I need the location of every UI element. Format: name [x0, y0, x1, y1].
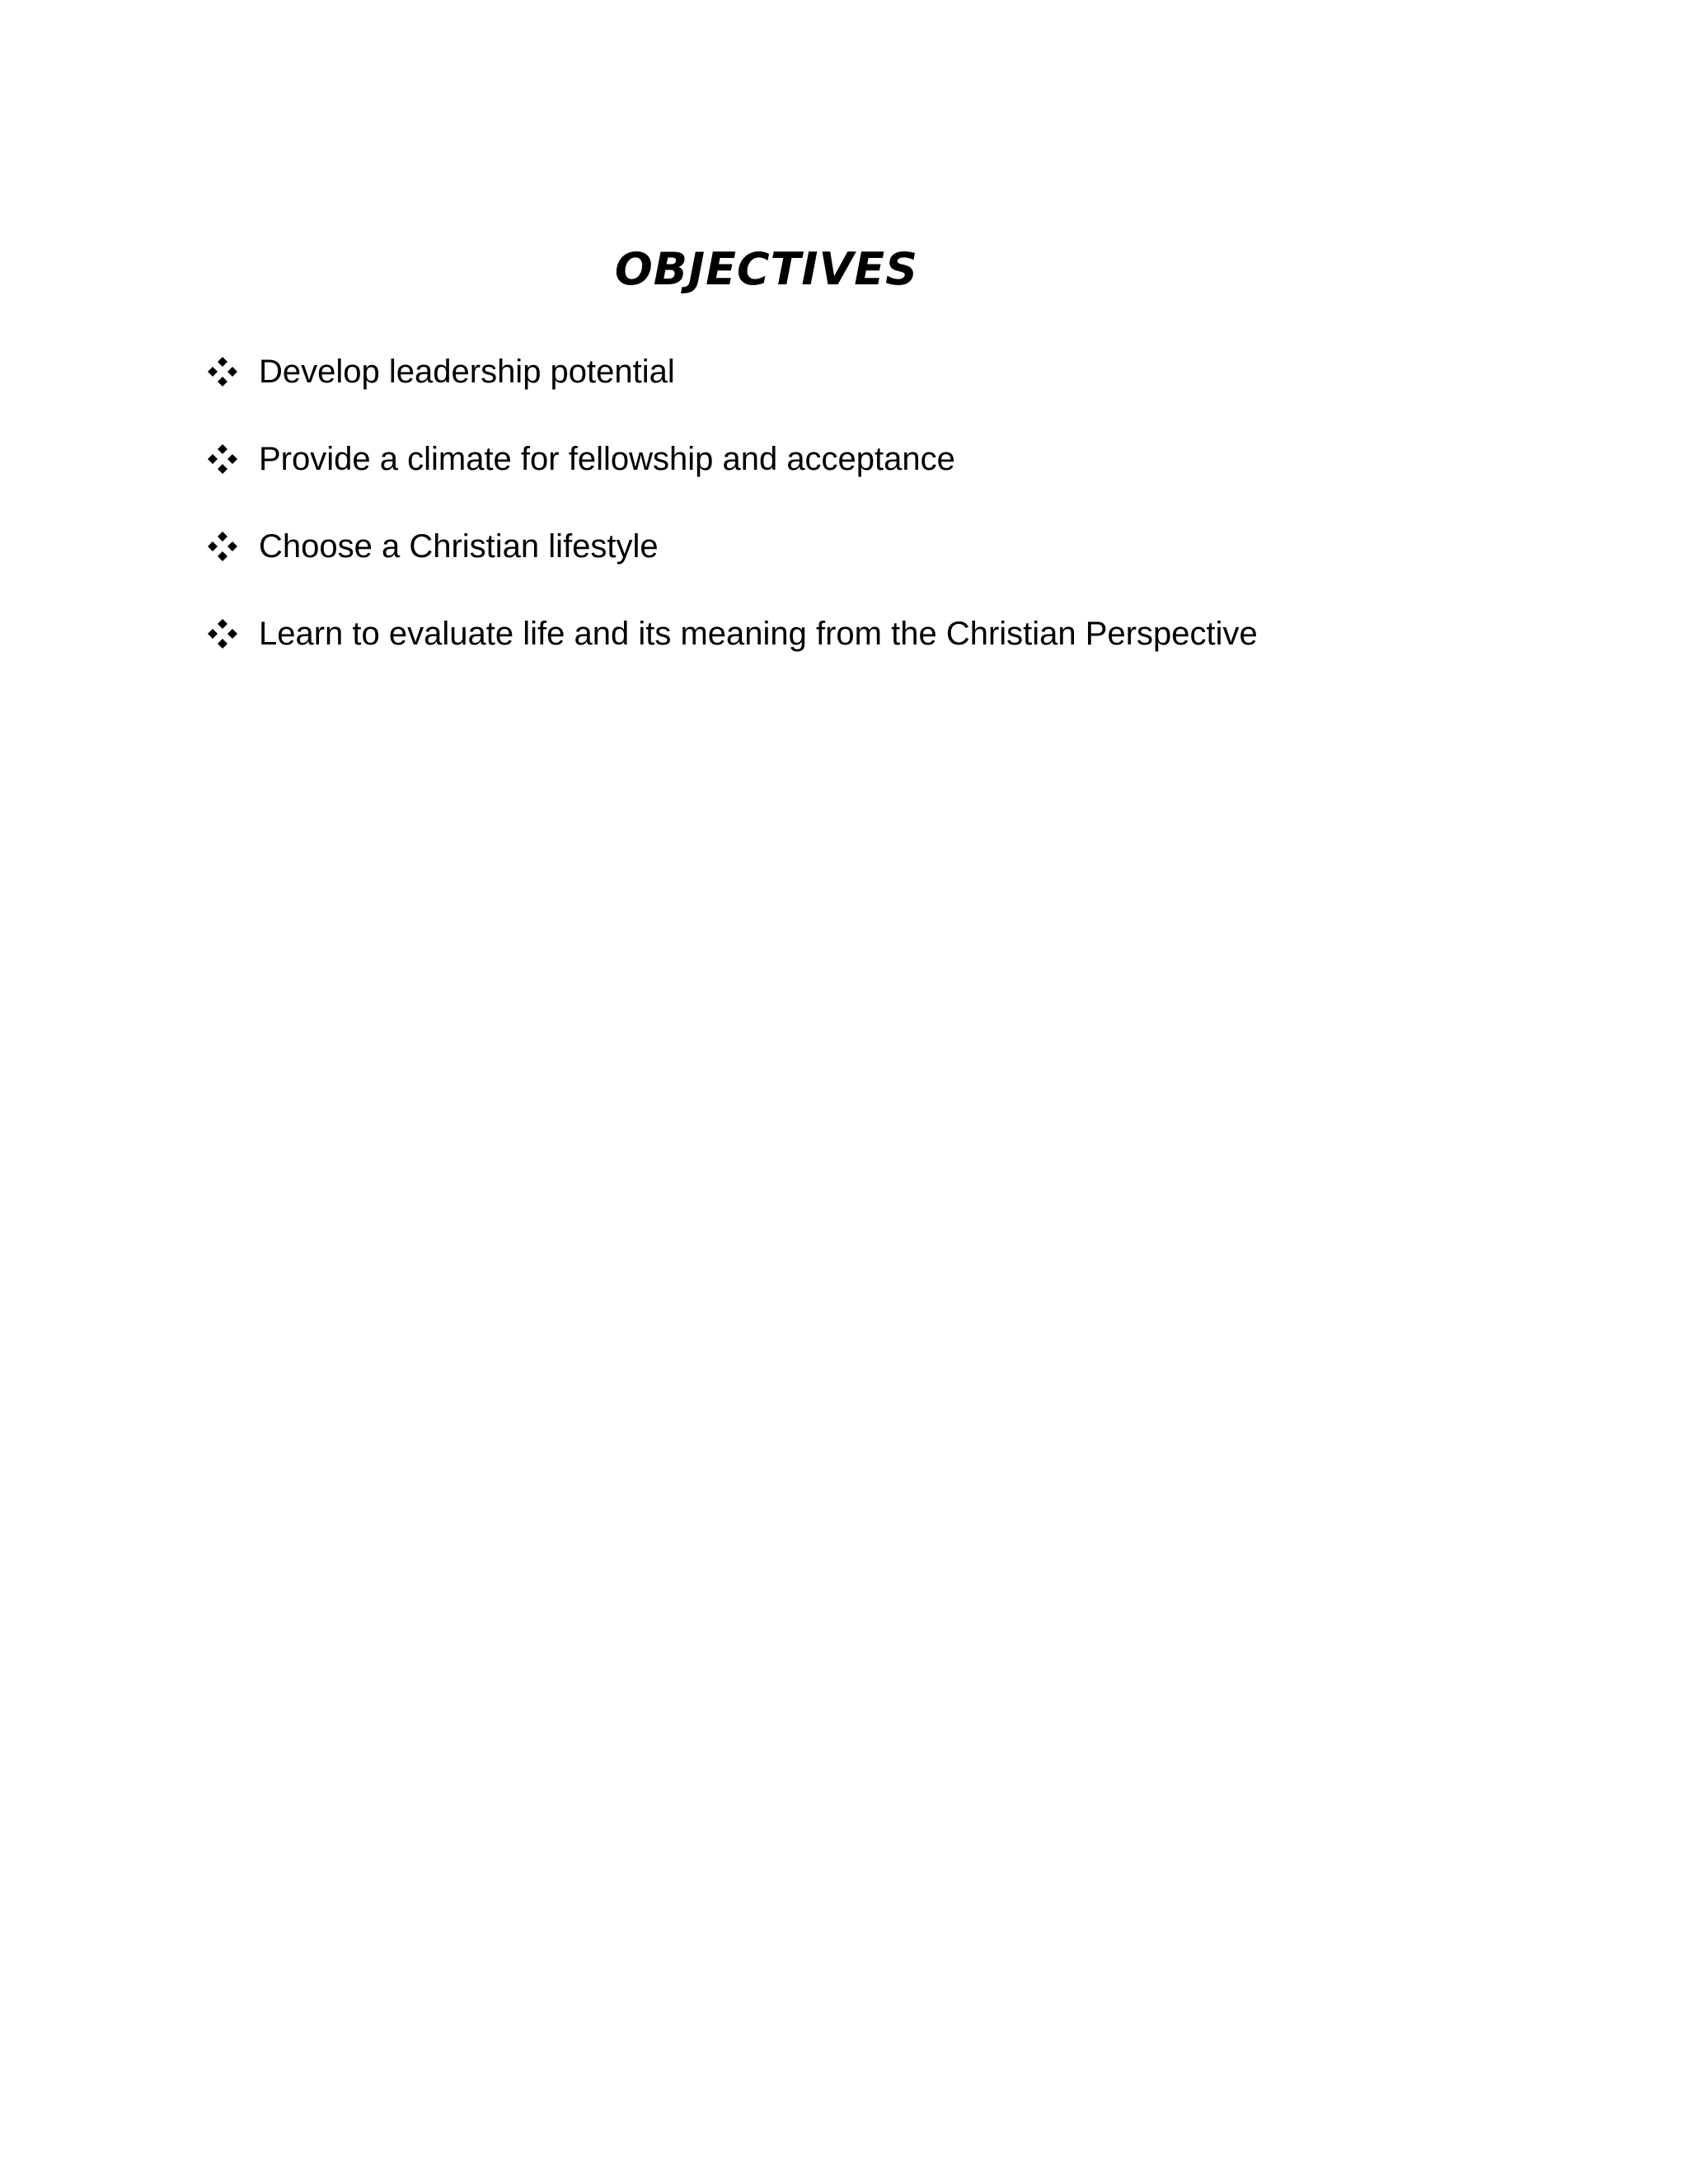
objective-text: Choose a Christian lifestyle: [259, 528, 659, 565]
objectives-list: [206, 350, 1258, 700]
objective-text: Develop leadership potential: [259, 354, 675, 390]
four-diamond-bullet-icon: [206, 530, 239, 563]
four-diamond-bullet-icon: [206, 617, 239, 650]
list-item: [206, 525, 1258, 612]
list-item: [206, 612, 1258, 700]
page-title: OBJECTIVES: [614, 243, 919, 295]
four-diamond-bullet-icon: [206, 355, 239, 388]
objective-text: Learn to evaluate life and its meaning from the Christian Perspective: [259, 616, 1258, 652]
list-item: [206, 350, 1258, 438]
four-diamond-bullet-icon: [206, 443, 239, 476]
list-item: [206, 438, 1258, 525]
objective-text: Provide a climate for fellowship and acceptance: [259, 441, 955, 477]
